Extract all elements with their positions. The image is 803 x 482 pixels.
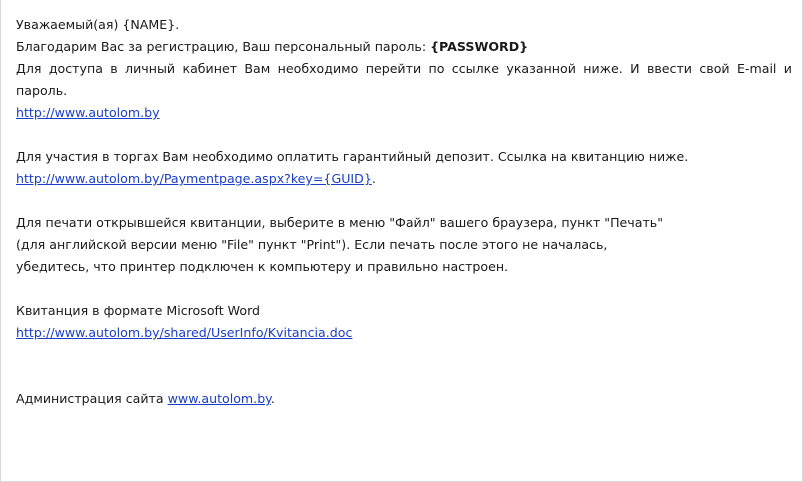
site-link-line <box>16 102 792 124</box>
thanks-text: Благодарим Вас за регистрацию, Ваш персональный пароль: <box>16 39 431 54</box>
site-link[interactable]: http://www.autolom.by <box>16 105 160 120</box>
admin-signature-line <box>16 388 792 410</box>
greeting-text: Уважаемый(ая) {NAME}. <box>16 17 180 32</box>
admin-signature-suffix: . <box>270 391 275 406</box>
password-line <box>16 36 792 58</box>
spacer <box>16 124 792 146</box>
print-instructions-line-3: убедитесь, что принтер подключен к компьютеру и правильно настроен. <box>16 259 509 274</box>
spacer <box>16 366 792 388</box>
access-instructions-text: Для доступа в личный кабинет Вам необходимо перейти по ссылке указанной ниже. И ввести свой E-mail и пароль. <box>16 61 792 98</box>
password-token: {PASSWORD} <box>430 39 529 54</box>
word-receipt-link[interactable]: http://www.autolom.by/shared/UserInfo/Kvitancia.doc <box>16 325 353 340</box>
spacer <box>16 344 792 366</box>
payment-link[interactable]: http://www.autolom.by/Paymentpage.aspx?key={GUID} <box>16 171 372 186</box>
spacer <box>16 278 792 300</box>
print-instructions-line-1: Для печати открывшейся квитанции, выберите в меню "Файл" вашего браузера, пункт "Печать" <box>16 215 664 230</box>
word-receipt-text: Квитанция в формате Microsoft Word <box>16 303 261 318</box>
deposit-text: Для участия в торгах Вам необходимо оплатить гарантийный депозит. Ссылка на квитанцию ниже. <box>16 149 689 164</box>
spacer <box>16 190 792 212</box>
email-body <box>16 14 792 410</box>
admin-site-link[interactable]: www.autolom.by <box>167 391 271 406</box>
print-instructions-line-2: (для английской версии меню "File" пункт "Print"). Если печать после этого не началась, <box>16 237 608 252</box>
payment-link-line <box>16 168 792 190</box>
word-link-line <box>16 322 792 344</box>
payment-link-suffix: . <box>371 171 376 186</box>
admin-signature-text: Администрация сайта <box>16 391 168 406</box>
